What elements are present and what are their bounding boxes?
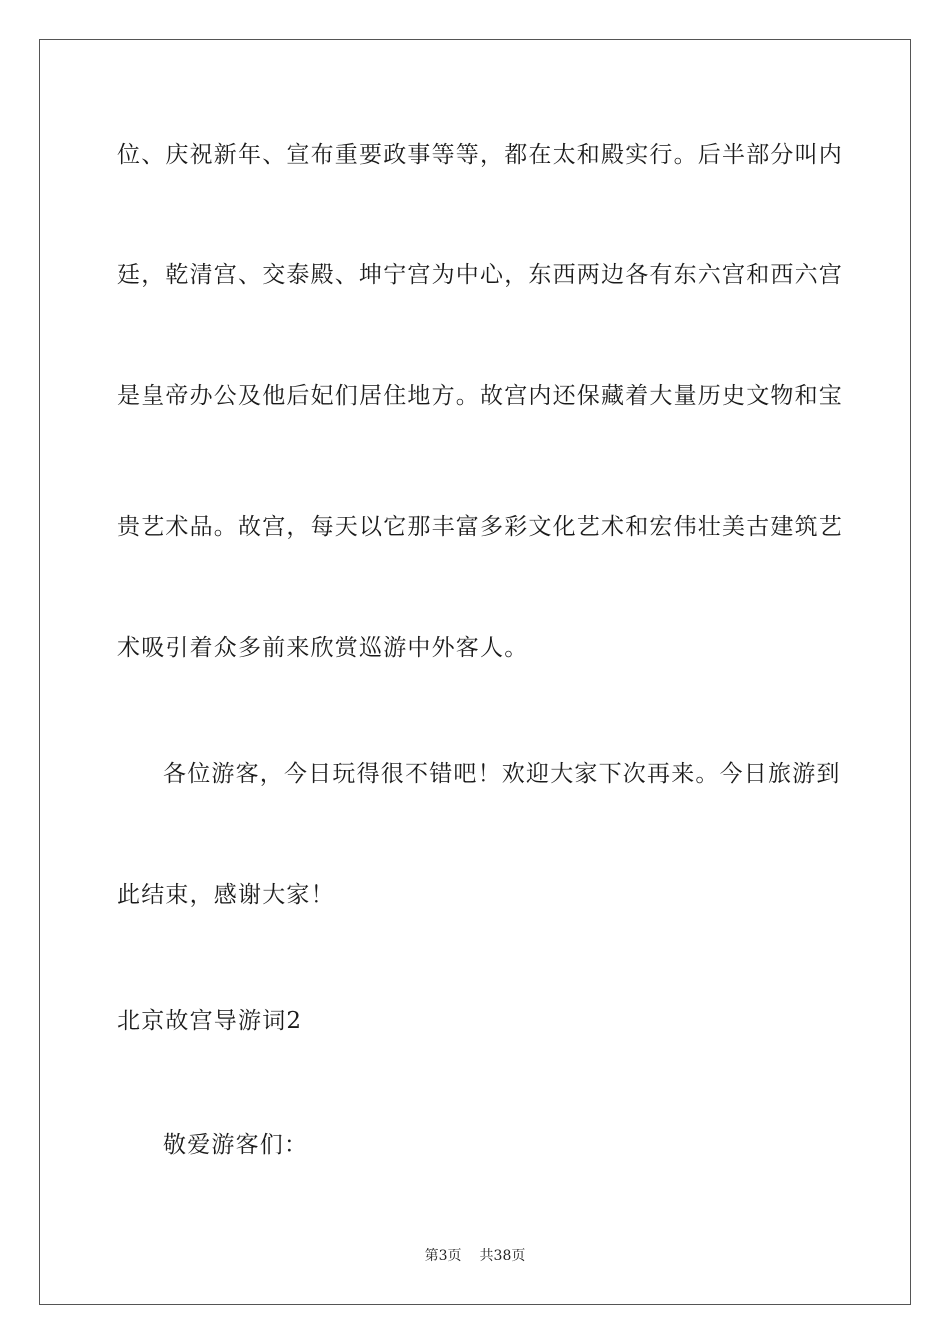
page-number: 第3页: [424, 1248, 462, 1264]
body-line-7: 此结束，感谢大家！: [117, 882, 335, 908]
body-line-5: 术吸引着众多前来欣赏巡游中外客人。: [117, 635, 529, 661]
page-total: 共38页: [479, 1248, 526, 1264]
body-line-4: 贵艺术品。故宫，每天以它那丰富多彩文化艺术和宏伟壮美古建筑艺: [117, 514, 843, 540]
body-line-2: 廷，乾清宫、交泰殿、坤宁宫为中心，东西两边各有东六宫和西六宫: [117, 262, 843, 288]
section-title: 北京故宫导游词2: [117, 1008, 303, 1034]
body-line-1: 位、庆祝新年、宣布重要政事等等，都在太和殿实行。后半部分叫内: [117, 142, 843, 168]
page-border: [39, 39, 911, 1305]
body-line-3: 是皇帝办公及他后妃们居住地方。故宫内还保藏着大量历史文物和宝: [117, 383, 843, 409]
greeting: 敬爱游客们：: [163, 1132, 309, 1158]
page-footer: [0, 1245, 950, 1265]
body-line-6: 各位游客，今日玩得很不错吧！欢迎大家下次再来。今日旅游到: [163, 761, 841, 787]
